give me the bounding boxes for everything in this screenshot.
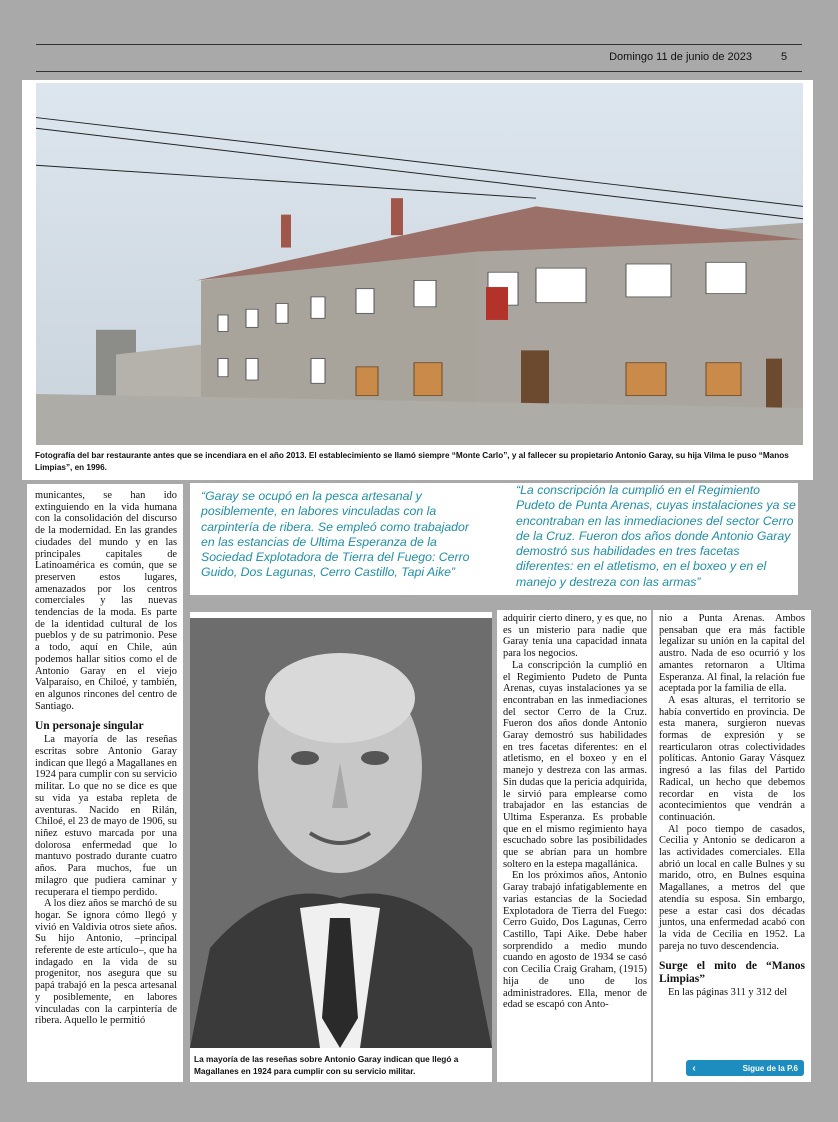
photo-caption: Fotografía del bar restaurante antes que se incendiara en el año 2013. El establecimiento se llamó siempre “Monte Carlo”, y al fallecer su propietario Antonio Garay, su hija Vilma le puso “Manos Limpias”, en 1996. — [35, 451, 789, 472]
paragraph: nio a Punta Arenas. Ambos pensaban que era más factible legalizar su unión en la capital del austro. Nada de eso ocurrió y los amantes retornaron a Ultima Esperanza. Al final, la relación fue aceptada por la familia de ella. — [659, 613, 805, 695]
portrait-caption: La mayoría de las reseñas sobre Antonio Garay indican que llegó a Magallanes en 1924 para cumplir con su servicio militar. — [194, 1054, 459, 1076]
paragraph: La conscripción la cumplió en el Regimiento Pudeto de Punta Arenas, cuyas instalaciones ya se encontraban en las inmediaciones del sector Cerro de la Cruz. Fueron dos años donde Antonio Garay demostró sus habilidades en tres facetas diferentes: en el atletismo, en el boxeo y en el manejo y destreza con las armas. Sin dudas que la pericia adquirida, le sirvió para emplearse como trabajador en las estancias de Ultima Esperanza. Es probable que en el mismo regimiento haya escuchado sobre las posibilidades que se abrían para un hombre soltero en la estepa magallánica. — [503, 659, 647, 870]
paragraph: La mayoría de las reseñas escritas sobre Antonio Garay indican que llegó a Magallanes en 1924 para cumplir con su servicio militar. Lo que no se dice es que su vida ya estaba repleta de aventuras. Nacido en Rilán, Chiloé, el 23 de mayo de 1906, su niñez estuvo marcada por una dolorosa enfermedad que lo mantuvo postrado durante cuatro años. Para muchos, fue un milagro que pudiera caminar y recuperara el tiempo perdido. — [35, 734, 177, 898]
header-rule-bottom — [36, 71, 802, 72]
pull-quote-2: “La conscripción la cumplió en el Regimiento Pudeto de Punta Arenas, cuyas instalaciones ya se encontraban en las inmediaciones del sector Cerro de la Cruz. Fueron dos años donde Antonio Garay demostró sus habilidades en tres facetas diferentes: en el atletismo, en el boxeo y en el manejo y destreza con las armas” — [516, 483, 796, 589]
article-column-4 — [653, 610, 811, 1082]
subheading: Un personaje singular — [35, 720, 144, 733]
building-photo — [36, 83, 803, 445]
paragraph: Al poco tiempo de casados, Cecilia y Antonio se dedicaron a las actividades comerciales. Ella abrió un local en calle Bulnes y su marido, otro, en Bulnes esquina Magallanes, a metros del que atendía su esposa. Sin embargo, pese a estar casi dos décadas juntos, una enfermedad acabó con la vida de Cecilia en 1952. La pareja no tuvo descendencia. — [659, 823, 805, 952]
header-date: Domingo 11 de junio de 2023 — [609, 51, 752, 63]
article-column-3 — [497, 610, 651, 1082]
paragraph: adquirir cierto dinero, y es que, no es un misterio para nadie que Garay tenía una capacidad innata para los negocios. — [503, 613, 647, 660]
paragraph: municantes, se han ido extinguiendo en la vida humana con la consolidación del discurso de la modernidad. En las grandes ciudades del mundo y en las principales capitales de Latinoamérica es común, que se preserven estos lugares, amenazados por los centros comerciales y las nuevas tendencias de la moda. Es parte de la identidad cultural de los pueblos y de su patrimonio. Pese a todo, aquí en Chile, aún podemos hallar sitios como el de Antonio Garay en el viejo Valparaíso, en Chiloé, y también, en algunos rincones del centro de Santiago. — [35, 490, 177, 712]
header-rule-top — [36, 44, 802, 45]
chevron-left-icon: ‹ — [692, 1062, 696, 1074]
portrait-photo — [190, 618, 492, 1048]
subheading: Surge el mito de “Manos Limpias” — [659, 960, 805, 986]
continued-on-page-button[interactable] — [686, 1060, 804, 1076]
pull-quote-1: “Garay se ocupó en la pesca artesanal y posiblemente, en labores vinculadas con la carpintería de ribera. Se empleó como trabajador en las estancias de Ultima Esperanza de la Sociedad Explotadora de Tierra del Fuego: Cerro Guido, Dos Lagunas, Cerro Castillo, Tapi Aike” — [201, 489, 470, 580]
article-column-1 — [27, 484, 183, 1082]
paragraph: En las páginas 311 y 312 del — [668, 987, 788, 999]
paragraph: A esas alturas, el territorio se había convertido en provincia. De esta manera, surgieron nuevas formas de expresión y se rearticularon otras colectividades políticas. Antonio Garay Vásquez ingresó a las filas del Partido Radical, un hecho que debemos recordar en vista de los acontecimientos que vendrán a continuación. — [659, 694, 805, 823]
paragraph: En los próximos años, Antonio Garay trabajó infatigablemente en varias estancias de la Sociedad Explotadora de Tierra del Fuego: Cerro Guido, Dos Lagunas, Cerro Castillo, Tapi Aike. Debe haber sorprendido a medio mundo cuando en agosto de 1934 se casó con Cecilia Craig Graham, (1915) hija de uno de los administradores. Ella, menor de edad se escapó con Anto- — [503, 870, 647, 1011]
paragraph: A los diez años se marchó de su hogar. Se ignora cómo llegó y vivió en Valdivia otros siete años. Su hijo Antonio, –principal referente de este artículo–, que ha indagado en la vida de su progenitor, nos asegura que su papá trabajó en la pesca artesanal y posiblemente, en labores vinculadas con la carpintería de ribera. Aquello le permitió — [35, 898, 177, 1027]
continued-label: Sigue de la P.6 — [742, 1063, 798, 1073]
page-number: 5 — [780, 51, 788, 63]
